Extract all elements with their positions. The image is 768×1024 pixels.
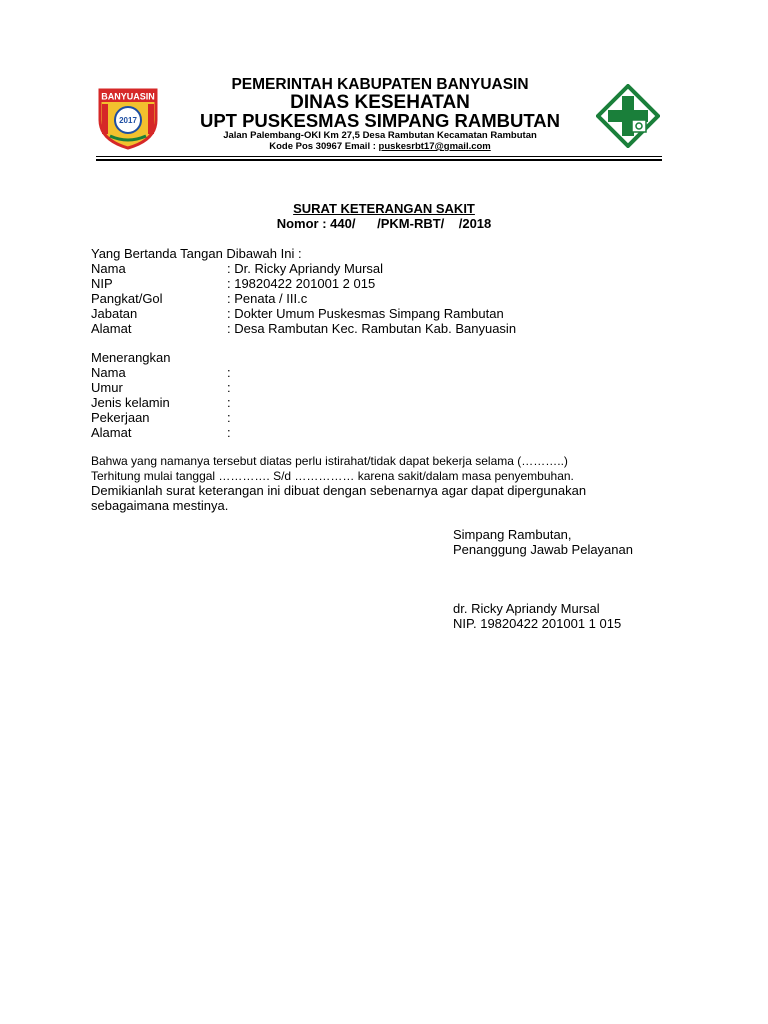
- banyuasin-emblem-icon: [96, 86, 160, 150]
- patient-label-nama: Nama: [91, 365, 126, 380]
- header-government: PEMERINTAH KABUPATEN BANYUASIN: [231, 76, 529, 93]
- signer-value-nip: : 19820422 201001 2 015: [227, 276, 376, 291]
- patient-value-umur: :: [227, 380, 231, 395]
- signature-nip: NIP. 19820422 201001 1 015: [453, 616, 622, 631]
- signature-role: Penanggung Jawab Pelayanan: [453, 542, 633, 557]
- patient-value-pekerjaan: :: [227, 410, 231, 425]
- patient-label-gender: Jenis kelamin: [91, 395, 170, 410]
- signature-place: Simpang Rambutan,: [453, 527, 572, 542]
- statement-line-2: Terhitung mulai tanggal …………. S/d …………… karena sakit/dalam masa penyembuhan.: [91, 469, 574, 483]
- signer-value-jabatan: : Dokter Umum Puskesmas Simpang Rambutan: [227, 306, 504, 321]
- emblem-year: 2017: [119, 116, 137, 125]
- header-divider-thick: [96, 159, 662, 161]
- signer-value-pangkat: : Penata / III.c: [227, 291, 308, 306]
- header-contact: [170, 141, 590, 152]
- signer-label-jabatan: Jabatan: [91, 306, 138, 321]
- letter-number: Nomor : 440/ /PKM-RBT/ /2018: [276, 216, 492, 231]
- patient-label-umur: Umur: [91, 380, 123, 395]
- patient-value-nama: :: [227, 365, 231, 380]
- patient-value-alamat: :: [227, 425, 231, 440]
- signer-label-alamat: Alamat: [91, 321, 132, 336]
- patient-label-pekerjaan: Pekerjaan: [91, 410, 150, 425]
- emblem-label: BANYUASIN: [101, 91, 155, 102]
- patient-value-gender: :: [227, 395, 231, 410]
- letter-title: SURAT KETERANGAN SAKIT: [293, 201, 475, 216]
- signer-label-nip: NIP: [91, 276, 113, 291]
- header-puskesmas: UPT PUSKESMAS SIMPANG RAMBUTAN: [199, 110, 561, 131]
- statement-line-4: sebagaimana mestinya.: [91, 498, 229, 513]
- header-address: Jalan Palembang-OKI Km 27,5 Desa Rambutan Kecamatan Rambutan: [223, 130, 537, 141]
- statement-line-1: Bahwa yang namanya tersebut diatas perlu istirahat/tidak dapat bekerja selama (………..): [91, 454, 568, 468]
- signer-label-nama: Nama: [91, 261, 126, 276]
- patient-intro: Menerangkan: [91, 350, 171, 365]
- email-link[interactable]: puskesrbt17@gmail.com: [378, 141, 491, 152]
- header-divider-thin: [96, 156, 662, 157]
- signer-label-pangkat: Pangkat/Gol: [91, 291, 163, 306]
- statement-line-3: Demikianlah surat keterangan ini dibuat dengan sebenarnya agar dapat dipergunakan: [91, 483, 587, 498]
- header-department: DINAS KESEHATAN: [290, 92, 470, 113]
- puskesmas-cross-icon: [596, 84, 660, 148]
- signer-value-nama: : Dr. Ricky Apriandy Mursal: [227, 261, 384, 276]
- signer-intro: Yang Bertanda Tangan Dibawah Ini :: [91, 246, 302, 261]
- patient-label-alamat: Alamat: [91, 425, 132, 440]
- signer-value-alamat: : Desa Rambutan Kec. Rambutan Kab. Banyuasin: [227, 321, 517, 336]
- signature-name: dr. Ricky Apriandy Mursal: [453, 601, 600, 616]
- postal-code: Kode Pos 30967 Email :: [269, 141, 379, 152]
